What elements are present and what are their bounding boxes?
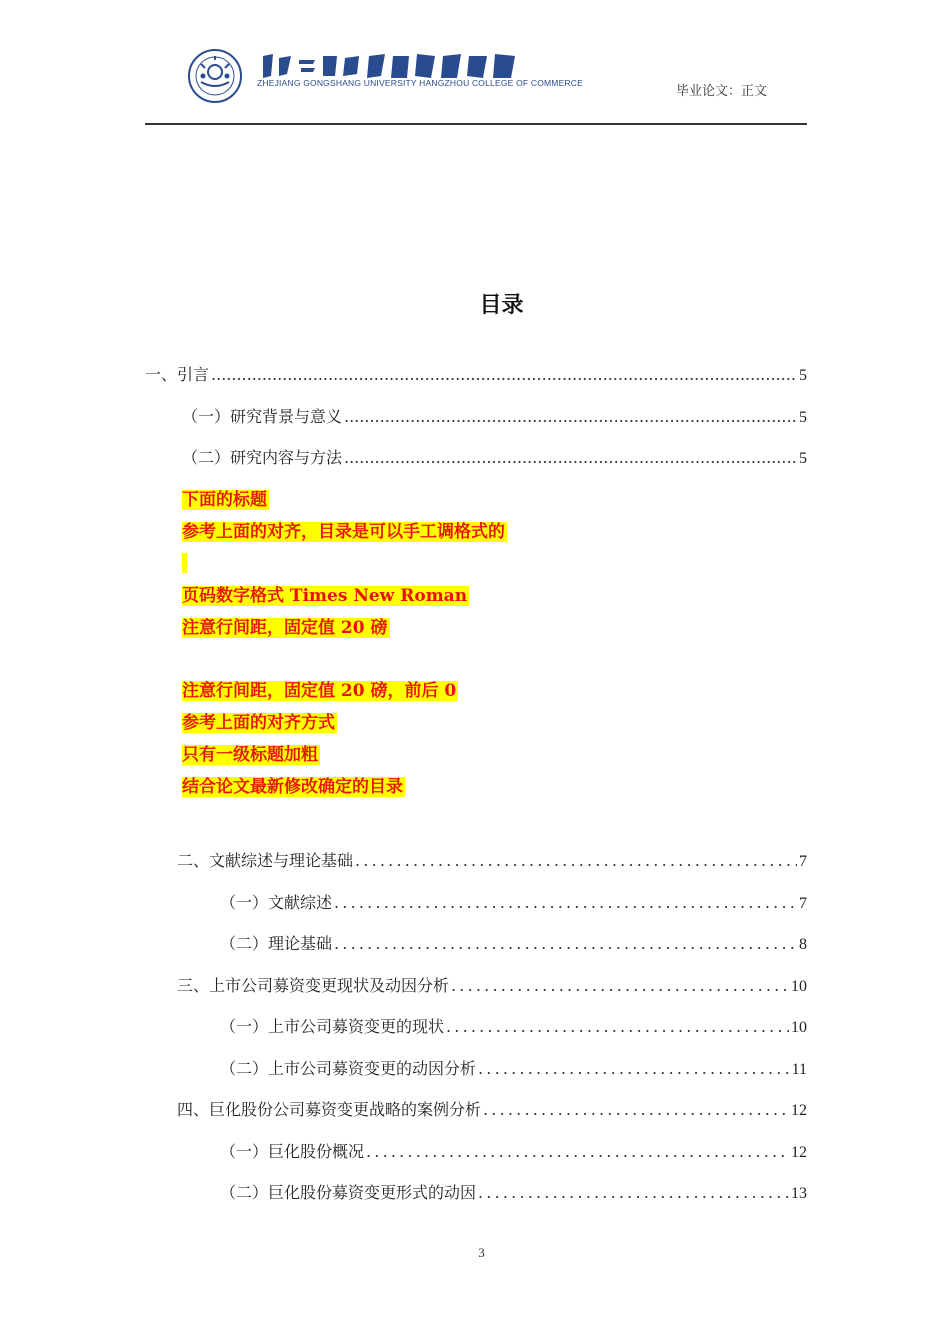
note-line: 注意行间距，固定值 20 磅，前后 0 — [182, 681, 457, 701]
toc-entry-text: 一、引言 — [145, 365, 210, 384]
toc-leader-dots — [366, 1141, 789, 1163]
toc-entry-page: 5 — [799, 409, 807, 426]
toc-entry-background[interactable] — [182, 406, 807, 428]
toc-entry-page: 13 — [791, 1185, 807, 1202]
toc-entry-method[interactable] — [182, 447, 807, 469]
toc-entry-intro[interactable] — [145, 364, 807, 386]
toc-entry-page: 11 — [791, 1061, 807, 1078]
school-name-english: ZHEJIANG GONGSHANG UNIVERSITY HANGZHOU COLLEGE OF COMMERCE — [257, 78, 583, 88]
toc-entry-text: （一）研究背景与意义 — [182, 407, 343, 426]
highlight-empty-line — [182, 553, 187, 573]
toc-entry-text: （二）研究内容与方法 — [182, 448, 343, 467]
toc-entry-2-1[interactable] — [220, 892, 807, 914]
toc-entry-chapter-3[interactable] — [177, 975, 807, 997]
toc-entry-page: 5 — [799, 367, 807, 384]
toc-entry-text: （二）理论基础 — [220, 934, 333, 953]
toc-entry-text: 三、上市公司募资变更现状及动因分析 — [177, 976, 450, 995]
toc-entry-page: 12 — [791, 1144, 807, 1161]
toc-entry-text: （一）巨化股份概况 — [220, 1142, 365, 1161]
toc-leader-dots — [478, 1058, 790, 1080]
toc-entry-page: 8 — [799, 936, 807, 953]
note-line: 结合论文最新修改确定的目录 — [182, 777, 403, 797]
toc-leader-dots — [355, 850, 797, 872]
toc-leader-dots — [344, 406, 797, 428]
page-number: 3 — [478, 1245, 485, 1260]
toc-entry-chapter-2[interactable] — [177, 850, 807, 872]
toc-entry-text: （二）上市公司募资变更的动因分析 — [220, 1059, 477, 1078]
toc-leader-dots — [334, 892, 797, 914]
toc-entry-text: （一）上市公司募资变更的现状 — [220, 1017, 445, 1036]
toc-leader-dots — [451, 975, 789, 997]
toc-entry-page: 7 — [799, 853, 807, 870]
toc-entry-text: （二）巨化股份募资变更形式的动因 — [220, 1183, 477, 1202]
toc-entry-text: （一）文献综述 — [220, 893, 333, 912]
toc-entry-3-1[interactable] — [220, 1016, 807, 1038]
toc-entry-4-2[interactable] — [220, 1182, 807, 1204]
toc-entry-page: 12 — [791, 1102, 807, 1119]
school-seal-logo — [187, 48, 243, 104]
note-line: 下面的标题 — [182, 490, 267, 510]
toc-entry-page: 5 — [799, 450, 807, 467]
toc-entry-3-2[interactable] — [220, 1058, 807, 1080]
note-line: 参考上面的对齐，目录是可以手工调格式的 — [182, 522, 505, 542]
toc-entry-text: 二、文献综述与理论基础 — [177, 851, 354, 870]
toc-entry-page: 7 — [799, 895, 807, 912]
header-doc-label: 毕业论文：正文 — [675, 84, 767, 99]
toc-entry-page: 10 — [791, 978, 807, 995]
toc-entry-text: 四、巨化股份公司募资变更战略的案例分析 — [177, 1100, 482, 1119]
toc-leader-dots — [483, 1099, 789, 1121]
note-line: 页码数字格式 Times New Roman — [182, 586, 468, 606]
header-divider — [145, 123, 807, 125]
toc-entry-chapter-4[interactable] — [177, 1099, 807, 1121]
toc-title: 目录 — [479, 293, 524, 318]
toc-entry-page: 10 — [791, 1019, 807, 1036]
note-line: 注意行间距，固定值 20 磅 — [182, 618, 388, 638]
toc-leader-dots — [344, 447, 797, 469]
toc-leader-dots — [334, 933, 797, 955]
note-line: 参考上面的对齐方式 — [182, 713, 335, 733]
toc-entry-2-2[interactable] — [220, 933, 807, 955]
page-header — [145, 40, 807, 124]
toc-leader-dots — [478, 1182, 789, 1204]
note-line: 只有一级标题加粗 — [182, 745, 318, 765]
toc-entry-4-1[interactable] — [220, 1141, 807, 1163]
toc-leader-dots — [211, 364, 797, 386]
toc-leader-dots — [446, 1016, 789, 1038]
